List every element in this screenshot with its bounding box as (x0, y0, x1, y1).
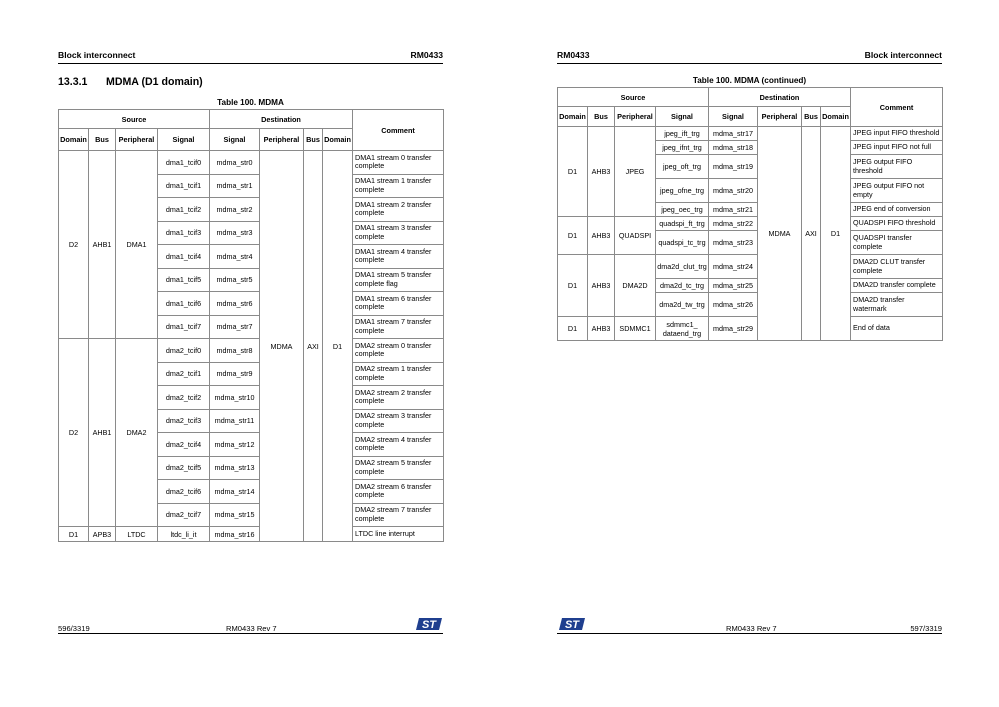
source-signal-cell: dma2d_tc_trg (656, 279, 709, 293)
source-peripheral-cell: QUADSPI (615, 217, 656, 255)
destination-signal-cell: mdma_str12 (210, 433, 260, 457)
running-header-title: Block interconnect (864, 50, 942, 60)
comment-cell: DMA1 stream 2 transfer complete (353, 198, 444, 222)
source-peripheral-cell: DMA1 (116, 151, 158, 339)
source-signal-cell: dma1_tcif1 (158, 174, 210, 198)
destination-signal-cell: mdma_str11 (210, 409, 260, 433)
footer-revision: RM0433 Rev 7 (726, 624, 777, 633)
destination-signal-cell: mdma_str14 (210, 480, 260, 504)
source-signal-cell: quadspi_ft_trg (656, 217, 709, 231)
destination-signal-cell: mdma_str23 (709, 231, 758, 255)
comment-cell: DMA2 stream 3 transfer complete (353, 409, 444, 433)
footer-rule (557, 633, 942, 634)
comment-cell: DMA1 stream 5 transfer complete flag (353, 268, 444, 292)
source-bus-cell: AHB1 (89, 339, 116, 527)
destination-signal-cell: mdma_str10 (210, 386, 260, 410)
source-signal-cell: dma2d_tw_trg (656, 293, 709, 317)
comment-cell: DMA1 stream 7 transfer complete (353, 315, 444, 339)
st-logo-icon (415, 617, 443, 631)
destination-bus-cell: AXI (802, 127, 821, 341)
source-signal-cell: quadspi_tc_trg (656, 231, 709, 255)
comment-cell: DMA2D transfer complete (851, 279, 943, 293)
source-domain-cell: D2 (59, 151, 89, 339)
mdma-table-continued (557, 87, 943, 341)
source-signal-cell: dma2_tcif1 (158, 362, 210, 386)
destination-signal-cell: mdma_str29 (709, 317, 758, 341)
dst-peripheral-header: Peripheral (260, 129, 304, 151)
source-domain-cell: D1 (558, 317, 588, 341)
destination-signal-cell: mdma_str16 (210, 527, 260, 542)
source-signal-cell: dma2_tcif6 (158, 480, 210, 504)
source-domain-cell: D1 (558, 255, 588, 317)
source-signal-cell: dma1_tcif7 (158, 315, 210, 339)
comment-cell: LTDC line interrupt (353, 527, 444, 542)
destination-signal-cell: mdma_str22 (709, 217, 758, 231)
source-bus-cell: AHB1 (89, 151, 116, 339)
destination-signal-cell: mdma_str20 (709, 179, 758, 203)
destination-signal-cell: mdma_str25 (709, 279, 758, 293)
source-signal-cell: jpeg_ift_trg (656, 127, 709, 141)
comment-cell: JPEG input FIFO not full (851, 141, 943, 155)
comment-cell: DMA2 stream 2 transfer complete (353, 386, 444, 410)
destination-signal-cell: mdma_str18 (709, 141, 758, 155)
comment-header: Comment (353, 110, 444, 151)
src-domain-header: Domain (59, 129, 89, 151)
destination-signal-cell: mdma_str26 (709, 293, 758, 317)
src-peripheral-header: Peripheral (615, 107, 656, 127)
comment-cell: DMA1 stream 4 transfer complete (353, 245, 444, 269)
table-header-row (59, 110, 444, 129)
source-signal-cell: dma2_tcif4 (158, 433, 210, 457)
destination-signal-cell: mdma_str5 (210, 268, 260, 292)
table-row (59, 527, 444, 542)
running-header-docid: RM0433 (410, 50, 443, 60)
source-signal-cell: dma1_tcif2 (158, 198, 210, 222)
destination-signal-cell: mdma_str15 (210, 503, 260, 527)
src-bus-header: Bus (588, 107, 615, 127)
source-bus-cell: AHB3 (588, 317, 615, 341)
comment-cell: JPEG end of conversion (851, 203, 943, 217)
page-number: 597/3319 (910, 624, 942, 633)
table-caption: Table 100. MDMA (continued) (692, 76, 807, 85)
header-rule (58, 63, 443, 64)
destination-signal-cell: mdma_str17 (709, 127, 758, 141)
source-signal-cell: dma1_tcif6 (158, 292, 210, 316)
destination-signal-cell: mdma_str7 (210, 315, 260, 339)
table-header-row (558, 88, 943, 107)
comment-cell: QUADSPI transfer complete (851, 231, 943, 255)
destination-bus-cell: AXI (304, 151, 323, 542)
dst-bus-header: Bus (304, 129, 323, 151)
source-header: Source (558, 88, 709, 107)
running-header-title: Block interconnect (58, 50, 136, 60)
source-peripheral-cell: DMA2D (615, 255, 656, 317)
comment-cell: JPEG output FIFO not empty (851, 179, 943, 203)
source-signal-cell: dma2d_clut_trg (656, 255, 709, 279)
svg-text:ST: ST (564, 619, 580, 631)
table-row (558, 127, 943, 141)
section-number: 13.3.1 (58, 76, 88, 88)
source-signal-cell: dma2_tcif3 (158, 409, 210, 433)
comment-cell: DMA1 stream 3 transfer complete (353, 221, 444, 245)
source-signal-cell: dma2_tcif5 (158, 456, 210, 480)
src-peripheral-header: Peripheral (116, 129, 158, 151)
source-signal-cell: dma1_tcif3 (158, 221, 210, 245)
source-domain-cell: D1 (558, 217, 588, 255)
source-bus-cell: AHB3 (588, 127, 615, 217)
source-peripheral-cell: SDMMC1 (615, 317, 656, 341)
source-header: Source (59, 110, 210, 129)
source-bus-cell: AHB3 (588, 255, 615, 317)
comment-header: Comment (851, 88, 943, 127)
destination-signal-cell: mdma_str0 (210, 151, 260, 175)
comment-cell: DMA2D CLUT transfer complete (851, 255, 943, 279)
source-signal-cell: ltdc_li_it (158, 527, 210, 542)
destination-signal-cell: mdma_str4 (210, 245, 260, 269)
destination-signal-cell: mdma_str3 (210, 221, 260, 245)
table-row (59, 339, 444, 363)
destination-signal-cell: mdma_str2 (210, 198, 260, 222)
section-title: MDMA (D1 domain) (106, 76, 203, 88)
source-signal-cell: jpeg_oec_trg (656, 203, 709, 217)
source-signal-cell: dma1_tcif0 (158, 151, 210, 175)
src-signal-header: Signal (656, 107, 709, 127)
dst-domain-header: Domain (323, 129, 353, 151)
comment-cell: DMA2 stream 0 transfer complete (353, 339, 444, 363)
table-row (558, 317, 943, 341)
comment-cell: QUADSPI FIFO threshold (851, 217, 943, 231)
source-signal-cell: jpeg_ofne_trg (656, 179, 709, 203)
destination-signal-cell: mdma_str9 (210, 362, 260, 386)
destination-signal-cell: mdma_str13 (210, 456, 260, 480)
comment-cell: DMA2 stream 1 transfer complete (353, 362, 444, 386)
comment-cell: DMA2D transfer watermark (851, 293, 943, 317)
comment-cell: DMA2 stream 6 transfer complete (353, 480, 444, 504)
source-signal-cell: dma2_tcif2 (158, 386, 210, 410)
source-bus-cell: AHB3 (588, 217, 615, 255)
destination-signal-cell: mdma_str19 (709, 155, 758, 179)
source-domain-cell: D1 (59, 527, 89, 542)
dst-signal-header: Signal (709, 107, 758, 127)
destination-signal-cell: mdma_str21 (709, 203, 758, 217)
right-page (500, 0, 999, 707)
comment-cell: DMA1 stream 0 transfer complete (353, 151, 444, 175)
comment-cell: JPEG input FIFO threshold (851, 127, 943, 141)
source-peripheral-cell: LTDC (116, 527, 158, 542)
source-signal-cell: sdmmc1_ dataend_trg (656, 317, 709, 341)
table-row (558, 255, 943, 279)
table-row (59, 151, 444, 175)
destination-signal-cell: mdma_str24 (709, 255, 758, 279)
comment-cell: DMA1 stream 6 transfer complete (353, 292, 444, 316)
svg-text:ST: ST (421, 619, 437, 631)
destination-domain-cell: D1 (323, 151, 353, 542)
mdma-table (58, 109, 444, 542)
left-page (0, 0, 499, 707)
source-domain-cell: D2 (59, 339, 89, 527)
source-peripheral-cell: JPEG (615, 127, 656, 217)
destination-header: Destination (709, 88, 851, 107)
src-bus-header: Bus (89, 129, 116, 151)
destination-signal-cell: mdma_str1 (210, 174, 260, 198)
table-caption: Table 100. MDMA (217, 98, 284, 107)
page-number: 596/3319 (58, 624, 90, 633)
source-signal-cell: dma1_tcif4 (158, 245, 210, 269)
source-peripheral-cell: DMA2 (116, 339, 158, 527)
source-bus-cell: APB3 (89, 527, 116, 542)
comment-cell: DMA1 stream 1 transfer complete (353, 174, 444, 198)
comment-cell: DMA2 stream 5 transfer complete (353, 456, 444, 480)
comment-cell: End of data (851, 317, 943, 341)
source-signal-cell: jpeg_ifnt_trg (656, 141, 709, 155)
dst-bus-header: Bus (802, 107, 821, 127)
src-domain-header: Domain (558, 107, 588, 127)
table-row (558, 217, 943, 231)
comment-cell: DMA2 stream 7 transfer complete (353, 503, 444, 527)
destination-signal-cell: mdma_str8 (210, 339, 260, 363)
destination-signal-cell: mdma_str6 (210, 292, 260, 316)
footer-rule (58, 633, 443, 634)
source-domain-cell: D1 (558, 127, 588, 217)
running-header-docid: RM0433 (557, 50, 590, 60)
header-rule (557, 63, 942, 64)
dst-signal-header: Signal (210, 129, 260, 151)
source-signal-cell: jpeg_oft_trg (656, 155, 709, 179)
source-signal-cell: dma2_tcif0 (158, 339, 210, 363)
footer-revision: RM0433 Rev 7 (226, 624, 277, 633)
comment-cell: JPEG output FIFO threshold (851, 155, 943, 179)
destination-peripheral-cell: MDMA (260, 151, 304, 542)
dst-domain-header: Domain (821, 107, 851, 127)
source-signal-cell: dma2_tcif7 (158, 503, 210, 527)
destination-domain-cell: D1 (821, 127, 851, 341)
destination-header: Destination (210, 110, 353, 129)
source-signal-cell: dma1_tcif5 (158, 268, 210, 292)
st-logo-icon (558, 617, 586, 631)
dst-peripheral-header: Peripheral (758, 107, 802, 127)
src-signal-header: Signal (158, 129, 210, 151)
section-heading (58, 76, 203, 88)
comment-cell: DMA2 stream 4 transfer complete (353, 433, 444, 457)
destination-peripheral-cell: MDMA (758, 127, 802, 341)
